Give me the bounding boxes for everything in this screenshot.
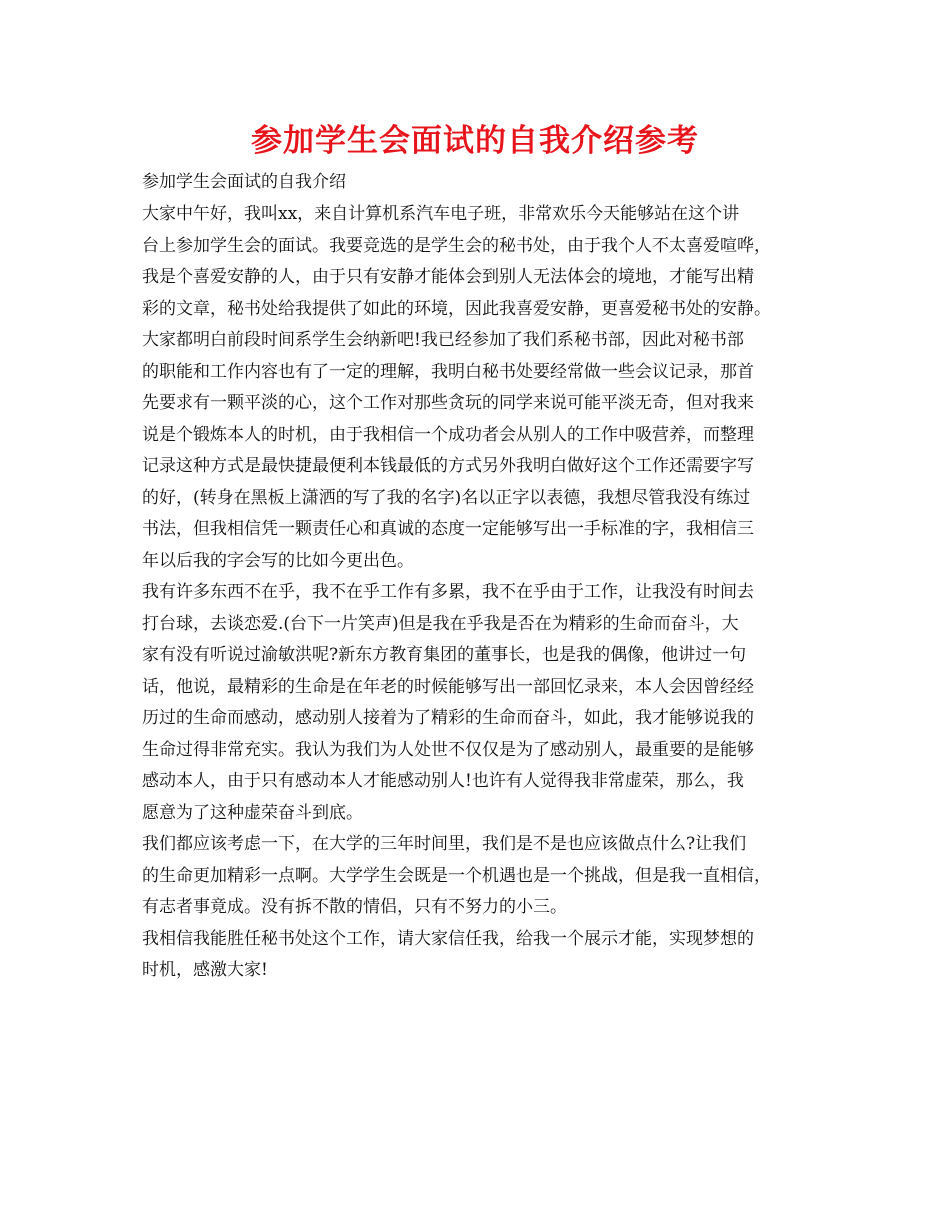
document-subtitle: 参加学生会面试的自我介绍 bbox=[142, 172, 346, 192]
paragraph-2: 大家都明白前段时间系学生会纳新吧!我已经参加了我们系秘书部，因此对秘书部 的职能和工作内容也有了一定的理解，我明白秘书处要经常做一些会议记录，那首 先要求有一颗平淡的心，这个工作对那些贪玩的同学来说可能平淡无奇，但对我来 说是个锻炼本人的时机，由于我相信一个成功者会从别人的工作中吸营养，而整理 记录这种方式是最快捷最便利本钱最低的方式另外我明白做好这个工作还需要字写 的好，(转身在黑板上潇洒的写了我的名字)名以正字以表德，我想尽管我没有练过 书法，但我相信凭一颗责任心和真诚的态度一定能够写出一手标准的字，我相信三 年以后我的字会写的比如今更出色。 bbox=[142, 330, 754, 571]
paragraph-3: 我有许多东西不在乎，我不在乎工作有多累，我不在乎由于工作，让我没有时间去 打台球，去谈恋爱.(台下一片笑声)但是我在乎我是否在为精彩的生命而奋斗，大 家有没有听说过渝敏洪呢?新东方教育集团的董事长，也是我的偶像，他讲过一句 话，他说，最精彩的生命是在年老的时候能够写出一部回忆录来，本人会因曾经经 历过的生命而感动，感动别人接着为了精彩的生命而奋斗，如此，我才能够说我的 生命过得非常充实。我认为我们为人处世不仅仅是为了感动别人，最重要的是能够 感动本人，由于只有感动本人才能感动别人!也许有人觉得我非常虚荣，那么，我 愿意为了这种虚荣奋斗到底。 bbox=[142, 582, 754, 823]
document-body bbox=[142, 199, 822, 987]
paragraph-1: 大家中午好，我叫xx，来自计算机系汽车电子班，非常欢乐今天能够站在这个讲 台上参加学生会的面试。我要竞选的是学生会的秘书处，由于我个人不太喜爱喧哗， 我是个喜爱安静的人，由于只有安静才能体会到别人无法体会的境地，才能写出精 彩的文章，秘书处给我提供了如此的环境，因此我喜爱安静，更喜爱秘书处的安静。 bbox=[142, 204, 771, 319]
page-title: 参加学生会面试的自我介绍参考 bbox=[251, 123, 699, 159]
paragraph-4: 我们都应该考虑一下，在大学的三年时间里，我们是不是也应该做点什么?让我们 的生命更加精彩一点啊。大学学生会既是一个机遇也是一个挑战，但是我一直相信， 有志者事竟成。没有拆不散的情侣，只有不努力的小三。 bbox=[142, 834, 771, 917]
paragraph-5: 我相信我能胜任秘书处这个工作，请大家信任我，给我一个展示才能，实现梦想的 时机，感激大家! bbox=[142, 928, 754, 980]
